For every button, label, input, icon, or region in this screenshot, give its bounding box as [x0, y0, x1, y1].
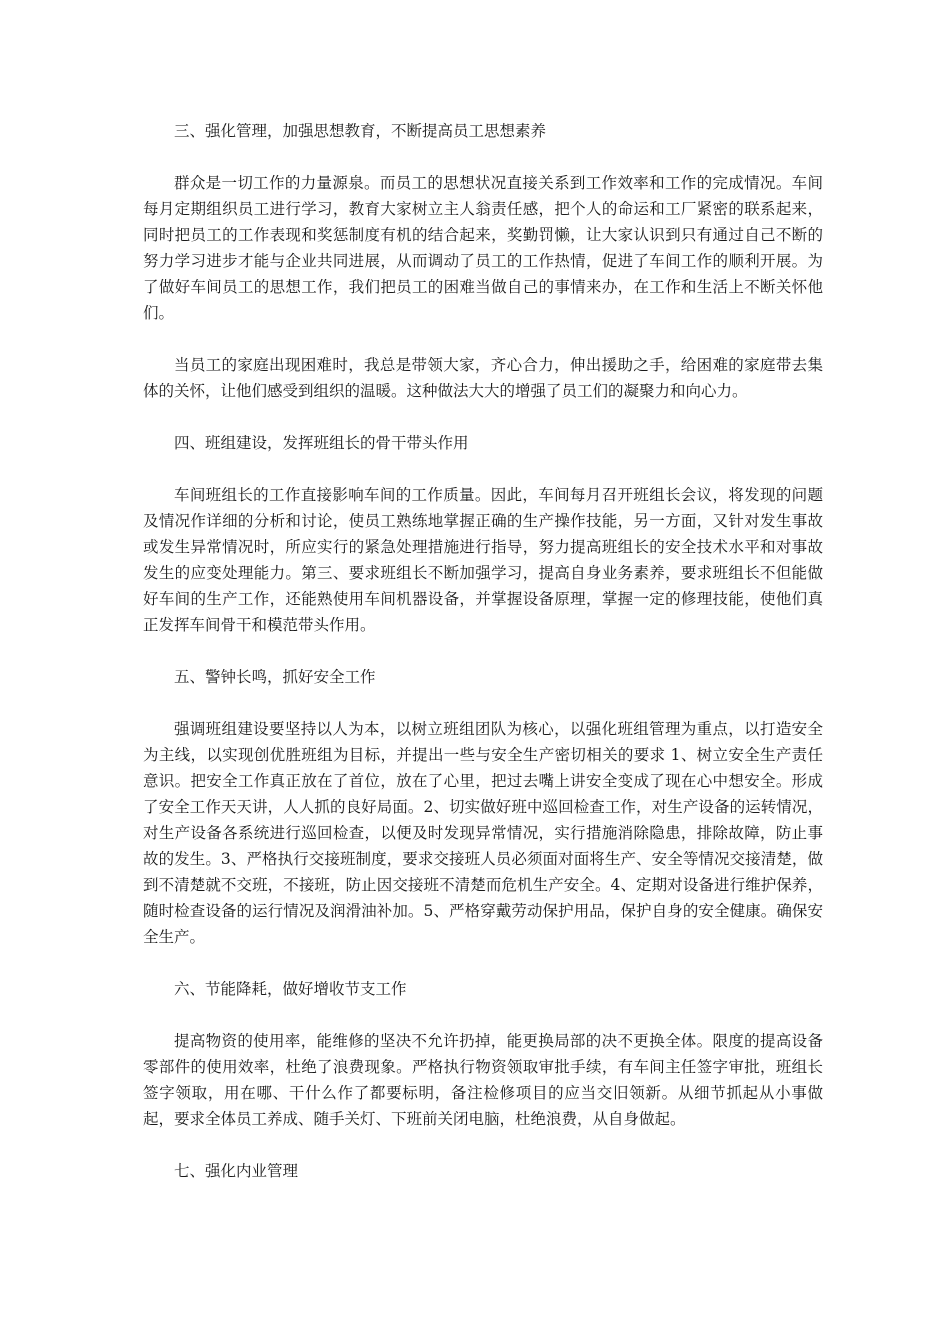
paragraph: 提高物资的使用率，能维修的坚决不允许扔掉，能更换局部的决不更换全体。限度的提高设备零部件的使用效率，杜绝了浪费现象。严格执行物资领取审批手续，有车间主任签字审批，班组长签字领取，用在哪、干什么作了都要标明，备注检修项目的应当交旧领新。从细节抓起从小事做起，要求全体员工养成、随手关灯、下班前关闭电脑，杜绝浪费，从自身做起。 [143, 1032, 823, 1128]
paragraph: 当员工的家庭出现困难时，我总是带领大家，齐心合力，伸出援助之手，给困难的家庭带去集体的关怀，让他们感受到组织的温暖。这种做法大大的增强了员工们的凝聚力和向心力。 [143, 356, 823, 400]
paragraph: 强调班组建设要坚持以人为本，以树立班组团队为核心，以强化班组管理为重点，以打造安全为主线，以实现创优胜班组为目标，并提出一些与安全生产密切相关的要求 1、树立安全生产责任意识。把安全工作真正放在了首位，放在了心里，把过去嘴上讲安全变成了现在心中想安全。形成了安全工作天天讲，人人抓的良好局面。2、切实做好班中巡回检查工作，对生产设备的运转情况，对生产设备各系统进行巡回检查，以便及时发现异常情况，实行措施消除隐患，排除故障，防止事故的发生。3、严格执行交接班制度，要求交接班人员必须面对面将生产、安全等情况交接清楚，做到不清楚就不交班，不接班，防止因交接班不清楚而危机生产安全。4、定期对设备进行维护保养，随时检查设备的运行情况及润滑油补加。5、严格穿戴劳动保护用品，保护自身的安全健康。确保安全生产。 [143, 720, 823, 946]
section-heading-5: 五、警钟长鸣，抓好安全工作 [174, 668, 376, 686]
document-body [143, 118, 823, 1210]
section-heading-6: 六、节能降耗，做好增收节支工作 [174, 980, 407, 998]
section-heading-7: 七、强化内业管理 [174, 1162, 299, 1180]
paragraph: 群众是一切工作的力量源泉。而员工的思想状况直接关系到工作效率和工作的完成情况。车间每月定期组织员工进行学习，教育大家树立主人翁责任感，把个人的命运和工厂紧密的联系起来，同时把员工的工作表现和奖惩制度有机的结合起来，奖勤罚懒，让大家认识到只有通过自己不断的努力学习进步才能与企业共同进展，从而调动了员工的工作热情，促进了车间工作的顺利开展。为了做好车间员工的思想工作，我们把员工的困难当做自己的事情来办，在工作和生活上不断关怀他们。 [143, 174, 823, 322]
paragraph: 车间班组长的工作直接影响车间的工作质量。因此，车间每月召开班组长会议，将发现的问题及情况作详细的分析和讨论，使员工熟练地掌握正确的生产操作技能，另一方面，又针对发生事故或发生异常情况时，所应实行的紧急处理措施进行指导，努力提高班组长的安全技术水平和对事故发生的应变处理能力。第三、要求班组长不断加强学习，提高自身业务素养，要求班组长不但能做好车间的生产工作，还能熟使用车间机器设备，并掌握设备原理，掌握一定的修理技能，使他们真正发挥车间骨干和模范带头作用。 [143, 486, 823, 634]
section-heading-3: 三、强化管理，加强思想教育，不断提高员工思想素养 [174, 122, 547, 140]
section-heading-4: 四、班组建设，发挥班组长的骨干带头作用 [174, 434, 469, 452]
